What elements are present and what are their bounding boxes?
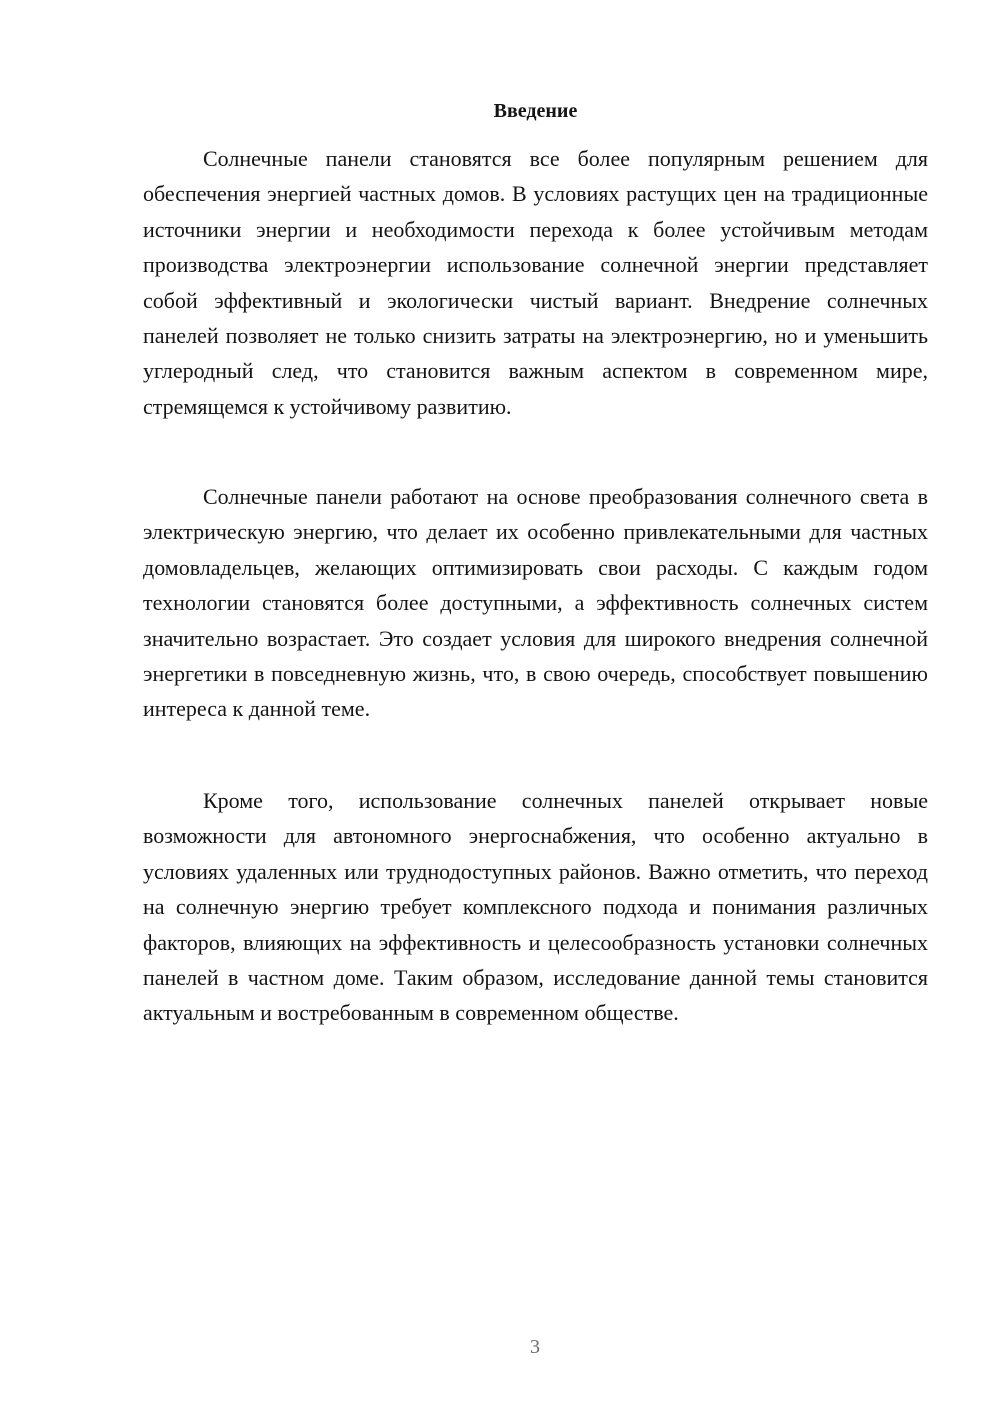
section-heading: Введение bbox=[493, 100, 578, 122]
paragraph-2: Солнечные панели работают на основе преобразования солнечного света в электрическую энергию, что делает их особенно привлекательными для частных домовладельцев, желающих оптимизировать свои расходы. С каждым годом технологии становятся более доступными, а эффективность солнечных систем значительно возрастает. Это создает условия для широкого внедрения солнечной энергетики в повседневную жизнь, что, в свою очередь, способствует повышению интереса к данной теме. bbox=[143, 484, 928, 722]
paragraph-1: Солнечные панели становятся все более популярным решением для обеспечения энергией частных домов. В условиях растущих цен на традиционные источники энергии и необходимости перехода к более устойчивым методам производства электроэнергии использование солнечной энергии представляет собой эффективный и экологически чистый вариант. Внедрение солнечных панелей позволяет не только снизить затраты на электроэнергию, но и уменьшить углеродный след, что становится важным аспектом в современном мире, стремящемся к устойчивому развитию. bbox=[143, 146, 928, 419]
paragraph-3: Кроме того, использование солнечных панелей открывает новые возможности для автономного энергоснабжения, что особенно актуально в условиях удаленных или труднодоступных районов. Важно отметить, что переход на солнечную энергию требует комплексного подхода и понимания различных факторов, влияющих на эффективность и целесообразность установки солнечных панелей в частном доме. Таким образом, исследование данной темы становится актуальным и востребованным в современном обществе. bbox=[143, 788, 928, 1026]
page-number: 3 bbox=[530, 1336, 540, 1358]
